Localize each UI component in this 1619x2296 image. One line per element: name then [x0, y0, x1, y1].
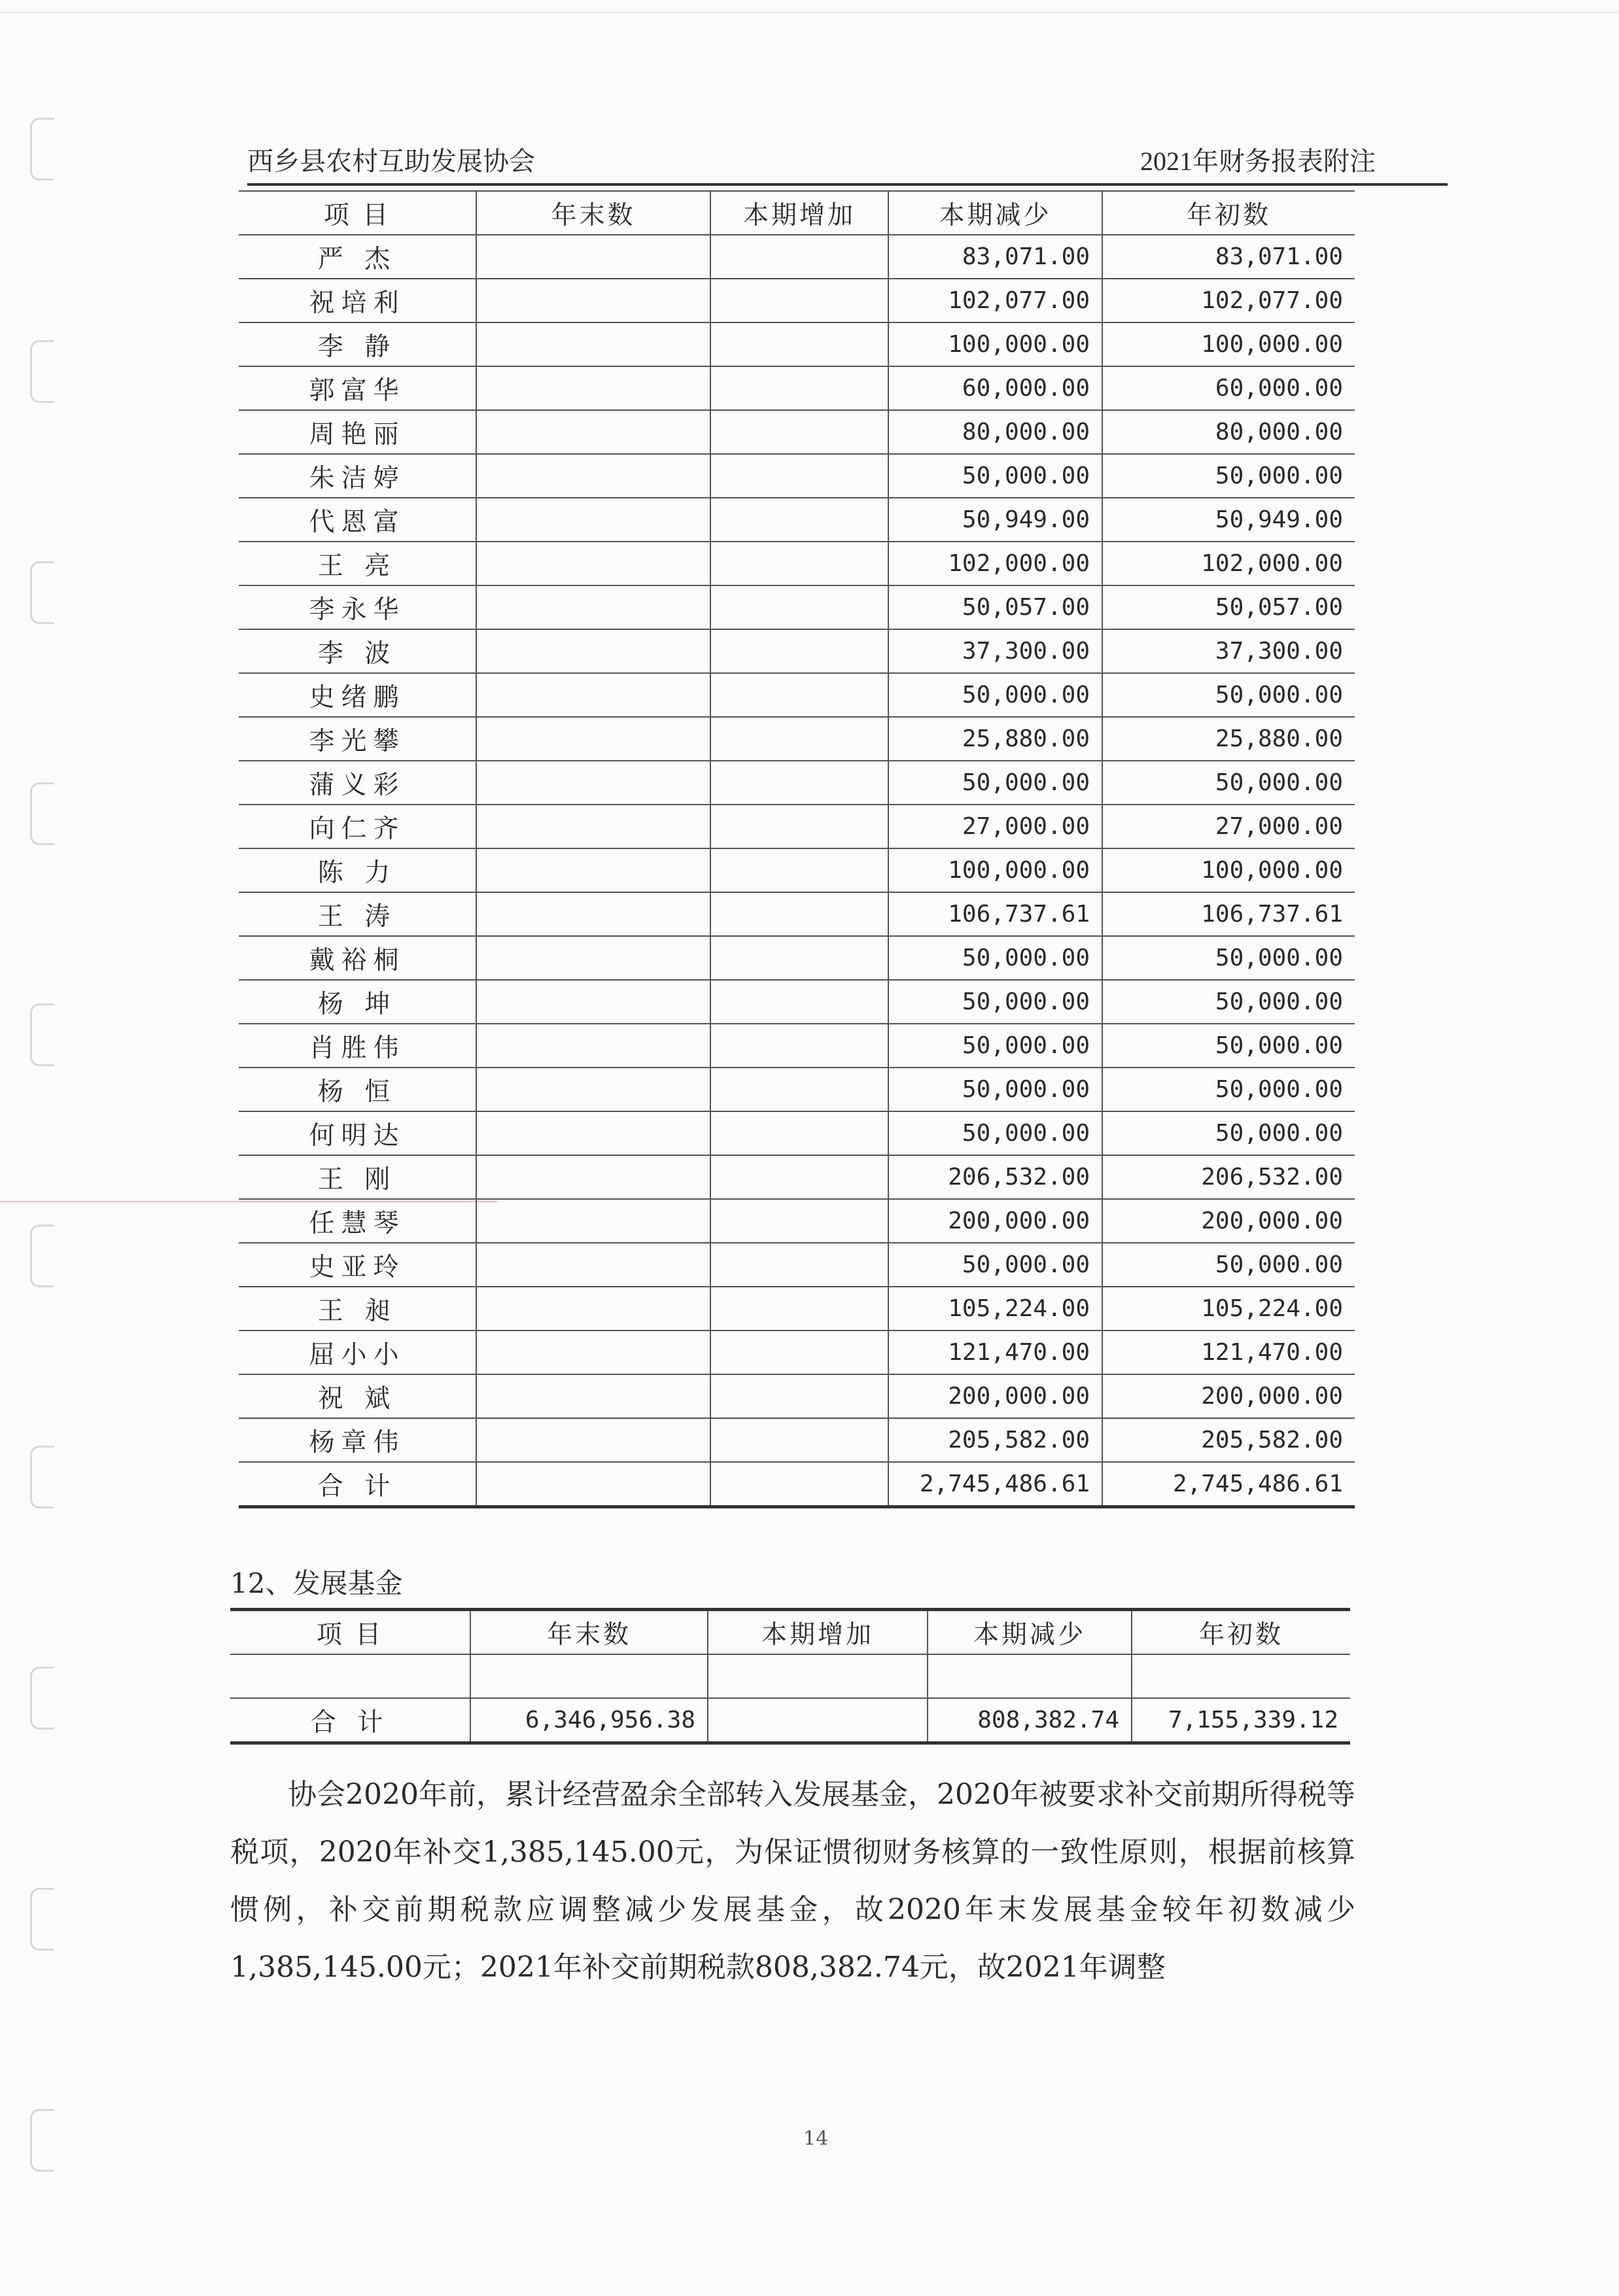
row-increase-value	[710, 1462, 888, 1507]
row-year-begin-value: 2,745,486.61	[1102, 1462, 1355, 1507]
row-year-end-value	[476, 1243, 710, 1287]
row-item-name: 戴裕桐	[239, 936, 476, 980]
binder-hole-mark	[30, 1667, 54, 1730]
row-decrease-value: 83,071.00	[888, 235, 1102, 279]
row-item-name: 代恩富	[239, 498, 476, 542]
row-decrease-value: 200,000.00	[888, 1374, 1102, 1418]
row-year-begin-value: 50,000.00	[1102, 761, 1355, 805]
table-row	[239, 585, 1355, 629]
row-decrease-value: 206,532.00	[888, 1155, 1102, 1199]
table-header-row	[230, 1610, 1350, 1655]
row-year-end-value	[476, 585, 710, 629]
row-year-begin-value: 205,582.00	[1102, 1418, 1355, 1462]
row-decrease-value: 25,880.00	[888, 717, 1102, 761]
row-year-end-value	[476, 673, 710, 717]
row-item-name: 王 涛	[239, 892, 476, 936]
row-increase-value	[710, 1111, 888, 1155]
row-decrease-value: 100,000.00	[888, 848, 1102, 892]
loan-detail-body	[239, 235, 1355, 1507]
row-decrease-value: 200,000.00	[888, 1199, 1102, 1243]
row-year-begin-value: 121,470.00	[1102, 1331, 1355, 1374]
row-item-name: 祝培利	[239, 279, 476, 322]
table-row	[239, 980, 1355, 1024]
binder-hole-mark	[30, 2109, 54, 2172]
table-row	[239, 366, 1355, 410]
column-header-year-begin: 年初数	[1102, 191, 1355, 235]
row-increase-value	[710, 542, 888, 585]
row-year-end-value	[476, 1287, 710, 1331]
row-increase-value	[710, 936, 888, 980]
table-row	[239, 936, 1355, 980]
row-year-begin-value: 83,071.00	[1102, 235, 1355, 279]
row-item-name: 杨章伟	[239, 1418, 476, 1462]
row-year-begin-value: 100,000.00	[1102, 322, 1355, 366]
row-year-begin-value: 50,000.00	[1102, 936, 1355, 980]
row-year-end-value	[476, 1199, 710, 1243]
table-row	[239, 1243, 1355, 1287]
row-item-name: 王 刚	[239, 1155, 476, 1199]
binder-hole-mark	[30, 561, 54, 624]
row-year-begin-value: 102,000.00	[1102, 542, 1355, 585]
row-year-begin-value: 102,077.00	[1102, 279, 1355, 322]
row-item-name: 合 计	[230, 1698, 470, 1743]
table-row	[239, 235, 1355, 279]
loan-detail-table	[239, 190, 1355, 1508]
row-increase-value	[710, 980, 888, 1024]
table-row	[239, 1331, 1355, 1374]
binder-hole-mark	[30, 1003, 54, 1066]
row-item-name: 杨 坤	[239, 980, 476, 1024]
row-year-begin-value: 50,949.00	[1102, 498, 1355, 542]
row-increase-value	[710, 1243, 888, 1287]
row-year-begin-value: 60,000.00	[1102, 366, 1355, 410]
row-item-name: 李光攀	[239, 717, 476, 761]
column-header-item: 项 目	[230, 1610, 470, 1655]
row-decrease-value: 50,000.00	[888, 1024, 1102, 1068]
row-decrease-value: 50,057.00	[888, 585, 1102, 629]
row-item-name: 肖胜伟	[239, 1024, 476, 1068]
table-row	[239, 454, 1355, 498]
row-decrease-value: 205,582.00	[888, 1418, 1102, 1462]
table-row	[239, 1462, 1355, 1507]
row-decrease-value: 27,000.00	[888, 805, 1102, 848]
row-year-begin-value: 50,000.00	[1102, 1243, 1355, 1287]
row-decrease-value: 50,000.00	[888, 761, 1102, 805]
row-decrease-value: 50,000.00	[888, 1111, 1102, 1155]
row-year-end-value	[476, 1068, 710, 1111]
row-year-end-value	[476, 892, 710, 936]
row-item-name: 史亚玲	[239, 1243, 476, 1287]
table-row	[239, 1024, 1355, 1068]
row-year-begin-value: 25,880.00	[1102, 717, 1355, 761]
table-row	[239, 805, 1355, 848]
row-increase-value	[710, 498, 888, 542]
row-item-name: 李 波	[239, 629, 476, 673]
row-item-name: 合 计	[239, 1462, 476, 1507]
row-increase-value	[710, 892, 888, 936]
row-decrease-value: 50,000.00	[888, 673, 1102, 717]
row-year-end-value	[470, 1654, 708, 1698]
row-increase-value	[710, 673, 888, 717]
table-row	[239, 892, 1355, 936]
row-item-name: 朱洁婷	[239, 454, 476, 498]
row-decrease-value: 50,000.00	[888, 454, 1102, 498]
row-item-name: 向仁齐	[239, 805, 476, 848]
row-increase-value	[710, 454, 888, 498]
row-item-name: 严 杰	[239, 235, 476, 279]
row-increase-value	[710, 235, 888, 279]
development-fund-table	[230, 1608, 1350, 1745]
row-year-end-value	[476, 761, 710, 805]
row-decrease-value: 80,000.00	[888, 410, 1102, 454]
table-row	[239, 279, 1355, 322]
row-year-end-value	[476, 805, 710, 848]
row-item-name	[230, 1654, 470, 1698]
row-year-begin-value: 80,000.00	[1102, 410, 1355, 454]
row-decrease-value: 50,949.00	[888, 498, 1102, 542]
table-row	[239, 1418, 1355, 1462]
table-row	[230, 1654, 1350, 1698]
row-year-begin-value: 37,300.00	[1102, 629, 1355, 673]
row-year-begin-value: 50,000.00	[1102, 1111, 1355, 1155]
explanation-paragraph: 协会2020年前，累计经营盈余全部转入发展基金，2020年被要求补交前期所得税等税项，2020年补交1,385,145.00元，为保证惯彻财务核算的一致性原则，根据前核算惯例，补交前期税款应调整减少发展基金，故2020年末发展基金较年初数减少1,385,145.00元；2021年补交前期税款808,382.74元，故2021年调整	[230, 1778, 1355, 1984]
binder-hole-mark	[30, 1888, 54, 1951]
column-header-decrease: 本期减少	[928, 1610, 1132, 1655]
table-row	[239, 1374, 1355, 1418]
row-year-begin-value: 50,000.00	[1102, 980, 1355, 1024]
row-year-end-value	[476, 1462, 710, 1507]
row-year-end-value	[476, 279, 710, 322]
row-decrease-value: 106,737.61	[888, 892, 1102, 936]
column-header-year-end: 年末数	[476, 191, 710, 235]
table-row	[239, 410, 1355, 454]
table-row	[239, 673, 1355, 717]
binder-hole-mark	[30, 340, 54, 403]
row-increase-value	[710, 1374, 888, 1418]
row-year-end-value	[476, 542, 710, 585]
row-year-begin-value: 50,057.00	[1102, 585, 1355, 629]
row-decrease-value: 102,077.00	[888, 279, 1102, 322]
row-item-name: 祝 斌	[239, 1374, 476, 1418]
table-row	[239, 1155, 1355, 1199]
row-increase-value	[710, 410, 888, 454]
row-decrease-value	[928, 1654, 1132, 1698]
row-item-name: 蒲义彩	[239, 761, 476, 805]
row-increase-value	[710, 1068, 888, 1111]
row-decrease-value: 105,224.00	[888, 1287, 1102, 1331]
row-item-name: 王 昶	[239, 1287, 476, 1331]
table-row	[239, 498, 1355, 542]
row-year-begin-value: 100,000.00	[1102, 848, 1355, 892]
row-item-name: 杨 恒	[239, 1068, 476, 1111]
table-row	[239, 1111, 1355, 1155]
row-year-end-value	[476, 1155, 710, 1199]
table-row	[239, 717, 1355, 761]
row-year-begin-value: 27,000.00	[1102, 805, 1355, 848]
row-increase-value	[710, 848, 888, 892]
row-item-name: 屈小小	[239, 1331, 476, 1374]
row-item-name: 史绪鹏	[239, 673, 476, 717]
explanation-text	[230, 1766, 1355, 1996]
page-header	[247, 145, 1448, 186]
column-header-increase: 本期增加	[708, 1610, 928, 1655]
development-fund-body	[230, 1654, 1350, 1743]
table-row	[239, 1287, 1355, 1331]
table-row	[239, 1199, 1355, 1243]
row-year-end-value	[476, 980, 710, 1024]
binder-hole-mark	[30, 1225, 54, 1287]
row-item-name: 李永华	[239, 585, 476, 629]
row-item-name: 周艳丽	[239, 410, 476, 454]
row-decrease-value: 121,470.00	[888, 1331, 1102, 1374]
row-increase-value	[710, 366, 888, 410]
row-year-end-value	[476, 235, 710, 279]
row-increase-value	[710, 761, 888, 805]
table-header-row	[239, 191, 1355, 235]
row-decrease-value: 50,000.00	[888, 1243, 1102, 1287]
page-number: 14	[803, 2127, 829, 2150]
row-year-begin-value: 7,155,339.12	[1132, 1698, 1350, 1743]
row-year-begin-value: 106,737.61	[1102, 892, 1355, 936]
row-year-begin-value: 200,000.00	[1102, 1374, 1355, 1418]
row-year-end-value	[476, 498, 710, 542]
column-header-item: 项 目	[239, 191, 476, 235]
row-increase-value	[710, 585, 888, 629]
row-item-name: 王 亮	[239, 542, 476, 585]
row-increase-value	[708, 1654, 928, 1698]
table-row	[239, 322, 1355, 366]
row-increase-value	[710, 717, 888, 761]
scan-top-edge	[0, 12, 1619, 13]
row-year-end-value	[476, 848, 710, 892]
row-item-name: 陈 力	[239, 848, 476, 892]
row-year-end-value	[476, 1331, 710, 1374]
row-increase-value	[710, 1418, 888, 1462]
row-year-begin-value: 50,000.00	[1102, 1068, 1355, 1111]
row-year-end-value	[476, 629, 710, 673]
row-year-end-value	[476, 366, 710, 410]
row-decrease-value: 37,300.00	[888, 629, 1102, 673]
row-increase-value	[708, 1698, 928, 1743]
section-title: 12、发展基金	[230, 1567, 403, 1599]
row-year-end-value	[476, 454, 710, 498]
row-increase-value	[710, 629, 888, 673]
row-year-end-value	[476, 410, 710, 454]
row-decrease-value: 50,000.00	[888, 1068, 1102, 1111]
header-org-name: 西乡县农村互助发展协会	[247, 147, 535, 176]
table-row	[230, 1698, 1350, 1743]
row-decrease-value: 102,000.00	[888, 542, 1102, 585]
table-row	[239, 1068, 1355, 1111]
row-item-name: 李 静	[239, 322, 476, 366]
row-year-begin-value: 206,532.00	[1102, 1155, 1355, 1199]
row-year-end-value	[476, 936, 710, 980]
row-decrease-value: 60,000.00	[888, 366, 1102, 410]
row-year-end-value: 6,346,956.38	[470, 1698, 708, 1743]
binder-hole-mark	[30, 782, 54, 845]
row-decrease-value: 100,000.00	[888, 322, 1102, 366]
row-year-end-value	[476, 1024, 710, 1068]
row-increase-value	[710, 279, 888, 322]
row-item-name: 何明达	[239, 1111, 476, 1155]
row-decrease-value: 50,000.00	[888, 980, 1102, 1024]
row-year-begin-value: 105,224.00	[1102, 1287, 1355, 1331]
row-year-begin-value: 200,000.00	[1102, 1199, 1355, 1243]
row-year-end-value	[476, 1418, 710, 1462]
row-year-end-value	[476, 717, 710, 761]
row-increase-value	[710, 1199, 888, 1243]
row-increase-value	[710, 1331, 888, 1374]
row-year-end-value	[476, 1374, 710, 1418]
column-header-increase: 本期增加	[710, 191, 888, 235]
row-decrease-value: 808,382.74	[928, 1698, 1132, 1743]
row-year-begin-value	[1132, 1654, 1350, 1698]
table-row	[239, 848, 1355, 892]
row-increase-value	[710, 1287, 888, 1331]
row-increase-value	[710, 322, 888, 366]
row-item-name: 郭富华	[239, 366, 476, 410]
row-year-end-value	[476, 322, 710, 366]
row-decrease-value: 2,745,486.61	[888, 1462, 1102, 1507]
row-decrease-value: 50,000.00	[888, 936, 1102, 980]
binder-hole-mark	[30, 118, 54, 181]
row-item-name: 任慧琴	[239, 1199, 476, 1243]
row-year-begin-value: 50,000.00	[1102, 673, 1355, 717]
table-row	[239, 542, 1355, 585]
column-header-decrease: 本期减少	[888, 191, 1102, 235]
row-increase-value	[710, 1024, 888, 1068]
row-year-end-value	[476, 1111, 710, 1155]
column-header-year-end: 年末数	[470, 1610, 708, 1655]
row-year-begin-value: 50,000.00	[1102, 454, 1355, 498]
row-increase-value	[710, 805, 888, 848]
table-row	[239, 629, 1355, 673]
header-report-title: 2021年财务报表附注	[1140, 147, 1376, 176]
binder-hole-mark	[30, 1446, 54, 1508]
row-year-begin-value: 50,000.00	[1102, 1024, 1355, 1068]
row-increase-value	[710, 1155, 888, 1199]
table-row	[239, 761, 1355, 805]
column-header-year-begin: 年初数	[1132, 1610, 1350, 1655]
